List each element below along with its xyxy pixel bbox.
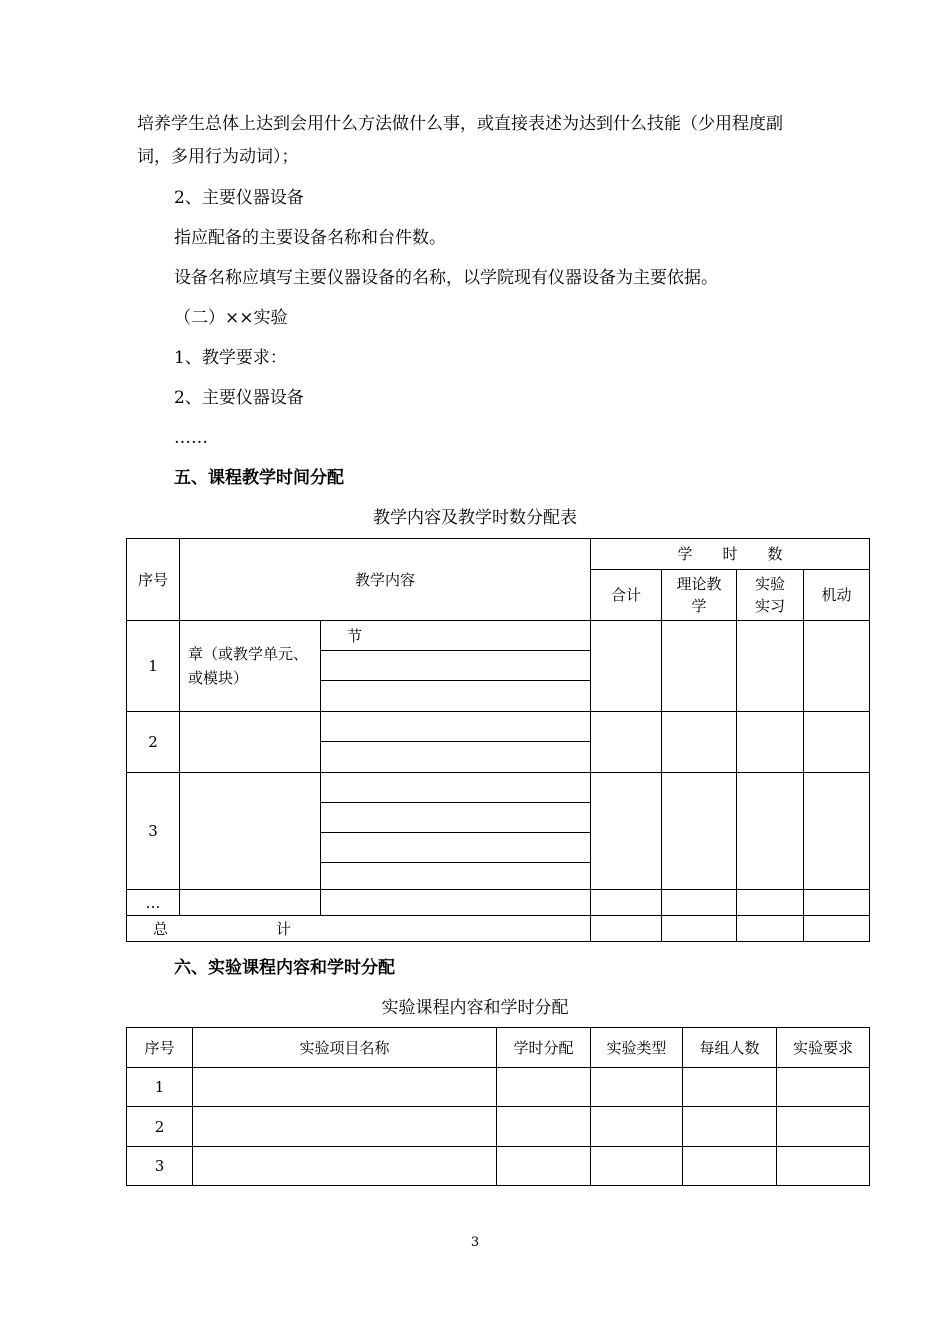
paragraph-line: 培养学生总体上达到会用什么方法做什么事，或直接表述为达到什么技能（少用程度副 [137,114,783,134]
section6-heading: 六、实验课程内容和学时分配 [174,958,395,978]
lab-allocation-table [126,1027,870,1186]
cell [777,1147,870,1186]
subheading: 1、教学要求： [174,348,287,368]
cell [737,773,804,890]
row-seq: … [127,890,180,916]
cell [591,890,662,916]
cell [804,916,870,942]
cell [737,621,804,712]
page-number: 3 [470,1235,480,1250]
cell [737,890,804,916]
cell [497,1068,591,1107]
paragraph-line: 指应配备的主要设备名称和台件数。 [174,228,446,248]
cell [777,1068,870,1107]
row-seq: 1 [127,1068,193,1107]
header-hours: 学时分配 [497,1028,591,1068]
section-cell: 节 [321,621,591,651]
chapter-cell: 章（或教学单元、或模块） [180,621,321,712]
header-hours: 学 时 数 [591,539,870,570]
section-cell [321,742,591,773]
header-flex: 机动 [804,570,870,621]
sum-label-a: 总 [153,919,169,938]
cell [737,712,804,773]
header-seq: 序号 [127,1028,193,1068]
table1-caption: 教学内容及教学时数分配表 [373,508,577,528]
section-cell [321,863,591,890]
cell [804,773,870,890]
cell [591,916,662,942]
cell [804,621,870,712]
time-allocation-table [126,538,870,942]
section-cell [321,651,591,681]
cell [683,1068,777,1107]
section5-heading: 五、课程教学时间分配 [174,468,344,488]
cell [193,1147,497,1186]
cell [591,1147,683,1186]
header-group-size: 每组人数 [683,1028,777,1068]
cell [497,1147,591,1186]
cell [662,890,737,916]
section-cell [321,712,591,742]
table2-caption: 实验课程内容和学时分配 [381,998,569,1018]
cell [804,712,870,773]
cell [591,1068,683,1107]
row-seq: 3 [127,773,180,890]
chapter-cell [180,773,321,890]
cell [591,621,662,712]
cell [662,773,737,890]
header-type: 实验类型 [591,1028,683,1068]
row-seq: 1 [127,621,180,712]
cell [804,890,870,916]
header-requirements: 实验要求 [777,1028,870,1068]
paragraph-line: 设备名称应填写主要仪器设备的名称，以学院现有仪器设备为主要依据。 [174,268,718,288]
cell [193,1068,497,1107]
chapter-cell [180,890,321,916]
section-cell [321,890,591,916]
cell [662,916,737,942]
subheading: 2、主要仪器设备 [174,188,304,208]
cell [193,1107,497,1147]
ellipsis: …… [174,428,208,448]
header-seq: 序号 [127,539,180,621]
cell [591,1107,683,1147]
header-project-name: 实验项目名称 [193,1028,497,1068]
sum-label-b: 计 [276,919,292,938]
header-total: 合计 [591,570,662,621]
subheading: 2、主要仪器设备 [174,388,304,408]
cell [662,621,737,712]
cell [591,773,662,890]
section-cell [321,833,591,863]
cell [683,1147,777,1186]
cell [737,916,804,942]
row-seq: 2 [127,1107,193,1147]
section-cell [321,803,591,833]
subheading: （二）××实验 [174,308,288,328]
header-lab: 实验实习 [737,570,804,621]
paragraph-line: 词，多用行为动词）； [137,147,299,167]
section-cell [321,773,591,803]
cell [777,1107,870,1147]
chapter-cell [180,712,321,773]
cell [683,1107,777,1147]
section-cell [321,681,591,712]
header-theory: 理论教学 [662,570,737,621]
sum-label [127,916,591,942]
cell [662,712,737,773]
cell [497,1107,591,1147]
header-content: 教学内容 [180,539,591,621]
row-seq: 2 [127,712,180,773]
row-seq: 3 [127,1147,193,1186]
cell [591,712,662,773]
